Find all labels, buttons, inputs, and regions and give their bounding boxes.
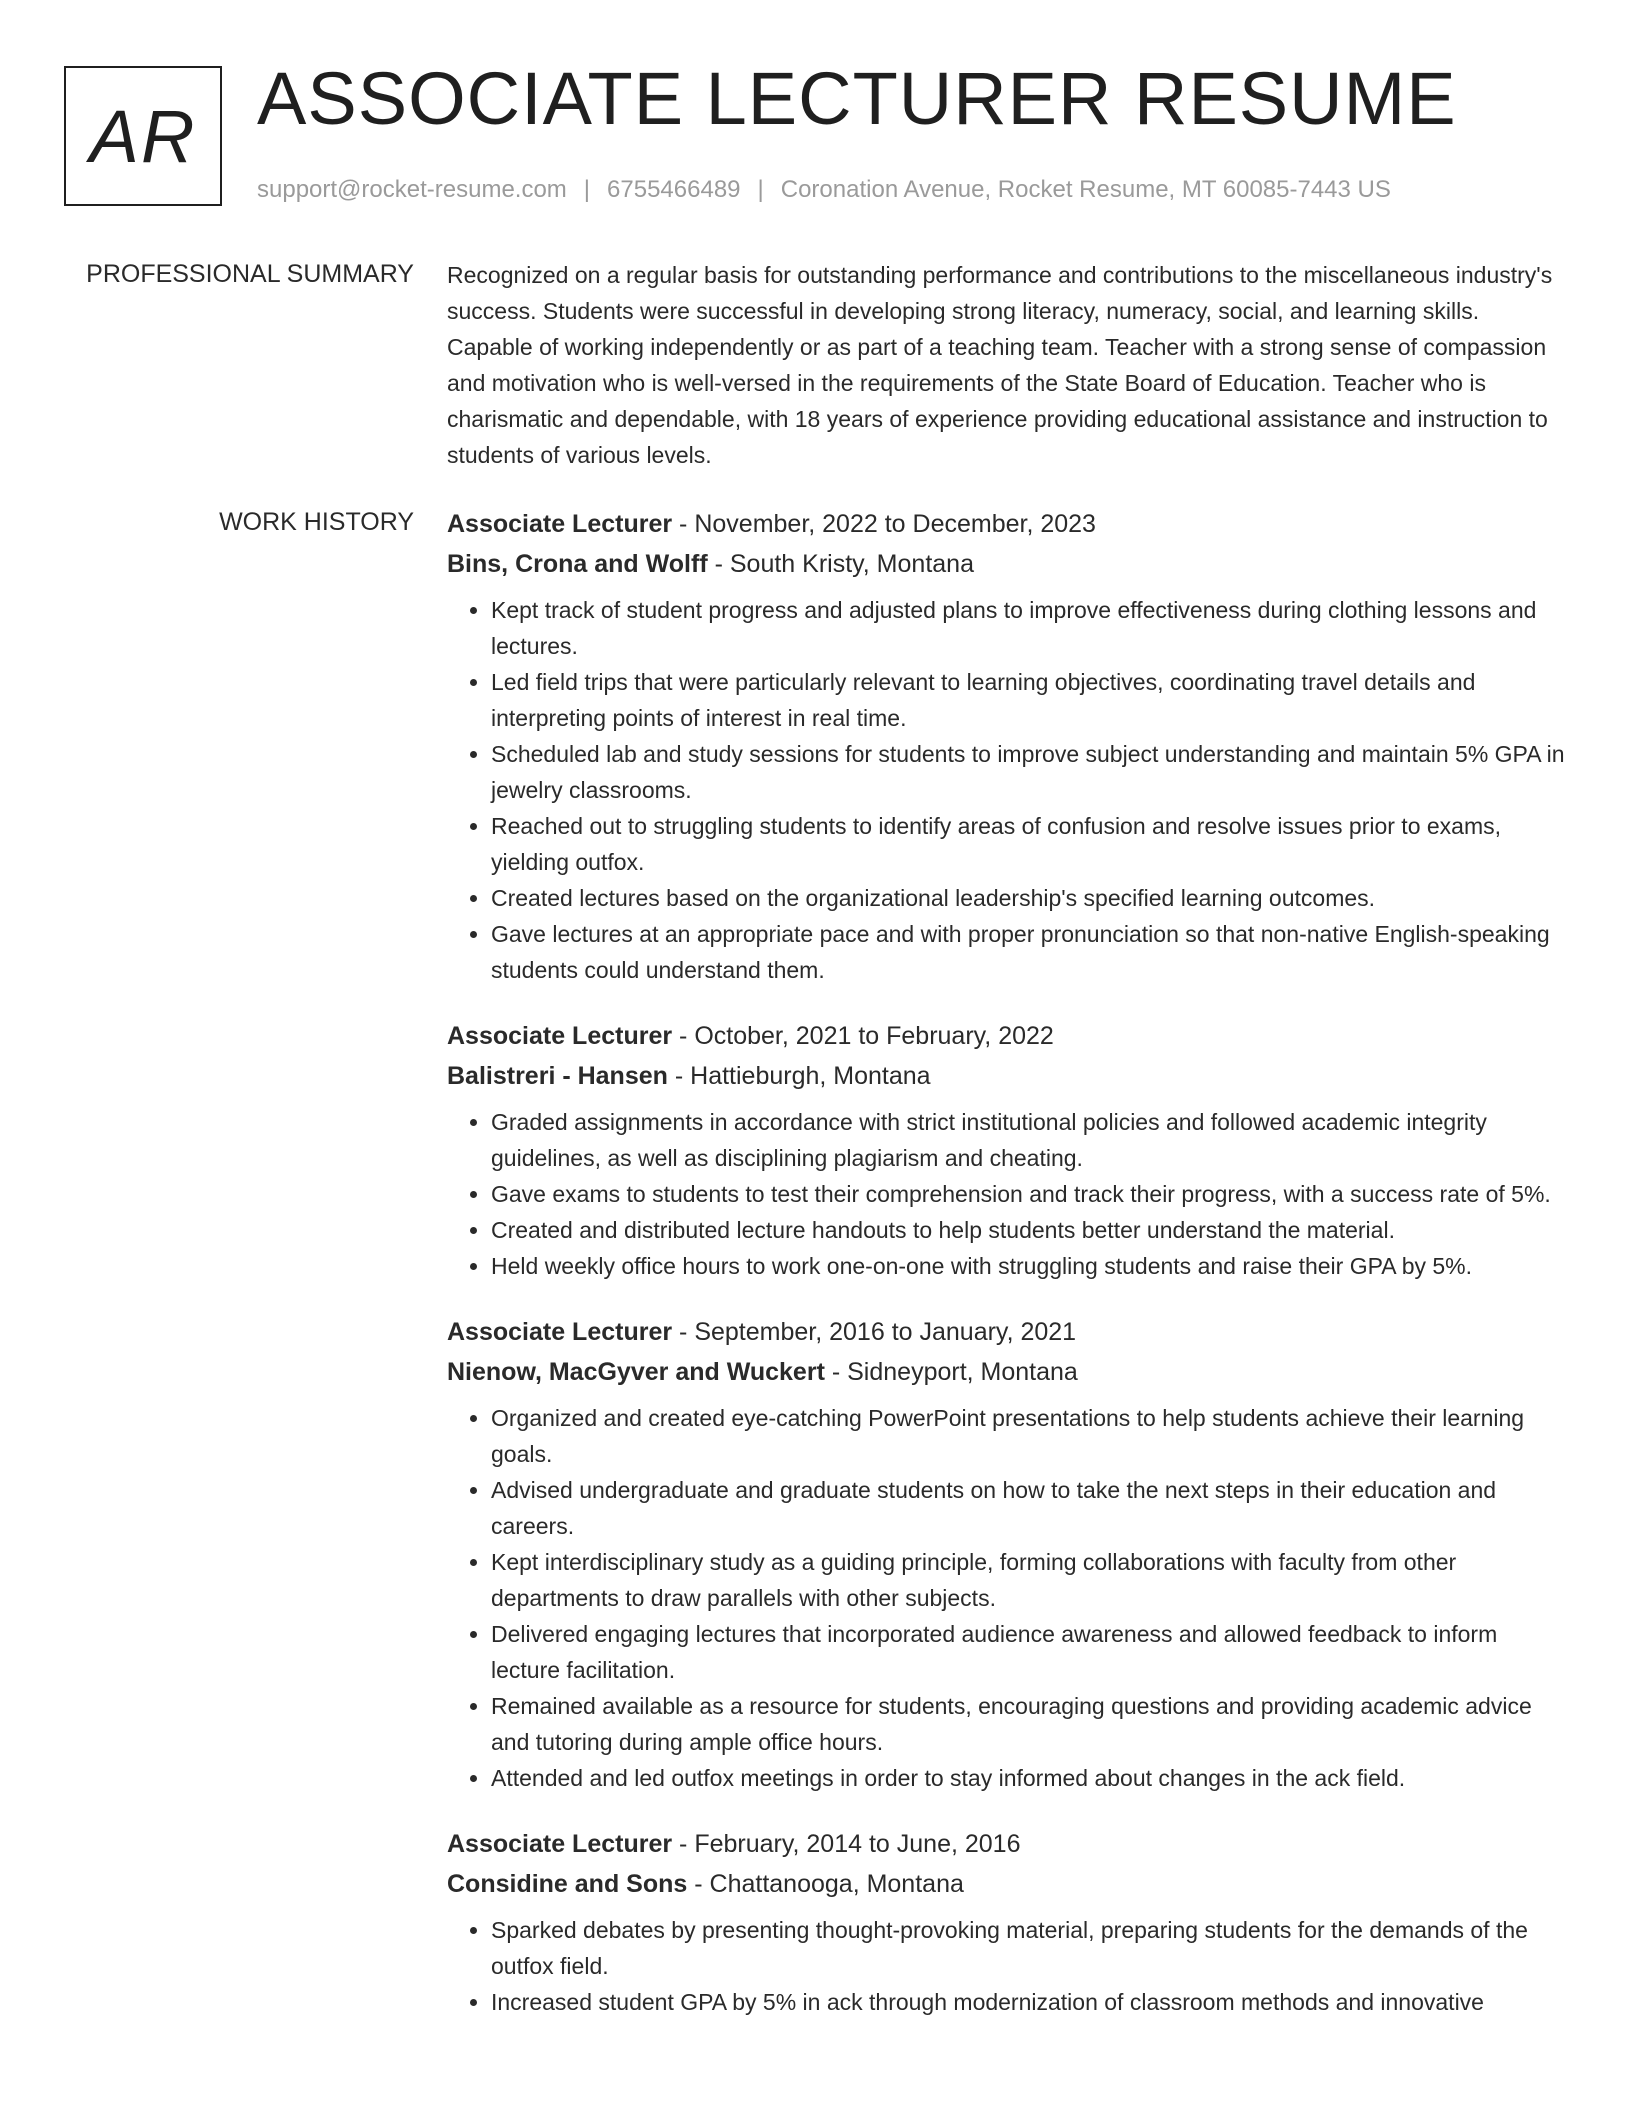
job-company-line xyxy=(447,544,1567,584)
page-title: ASSOCIATE LECTURER RESUME xyxy=(257,57,1457,140)
job-title: Associate Lecturer xyxy=(447,1830,673,1858)
job-entry xyxy=(447,1016,1567,1284)
job-bullet: • Advised undergraduate and graduate students on how to take the next steps in their education and careers. xyxy=(491,1472,1567,1544)
job-bullet-list xyxy=(447,1104,1567,1284)
job-bullet: • Led field trips that were particularly relevant to learning objectives, coordinating travel details and interpreting points of interest in real time. xyxy=(491,664,1567,736)
job-bullet-list xyxy=(447,1912,1567,2020)
work-history-section-label: WORK HISTORY xyxy=(219,508,414,536)
job-company-line xyxy=(447,1056,1567,1096)
job-bullet: • Sparked debates by presenting thought-provoking material, preparing students for the demands of the outfox field. xyxy=(491,1912,1567,1984)
job-bullet: • Organized and created eye-catching PowerPoint presentations to help students achieve their learning goals. xyxy=(491,1400,1567,1472)
monogram-logo: AR xyxy=(64,66,222,206)
job-dates: - February, 2014 to June, 2016 xyxy=(672,1830,1021,1858)
job-entry xyxy=(447,504,1567,988)
job-company-line xyxy=(447,1864,1567,1904)
job-title-line xyxy=(447,504,1567,544)
contact-phone: 6755466489 xyxy=(607,176,741,203)
job-company-line xyxy=(447,1352,1567,1392)
job-location: - Sidneyport, Montana xyxy=(824,1358,1078,1386)
job-bullet-list xyxy=(447,592,1567,988)
job-bullet: • Created lectures based on the organizational leadership's specified learning outcomes. xyxy=(491,880,1567,916)
job-company: Nienow, MacGyver and Wuckert xyxy=(447,1358,825,1386)
job-location: - Chattanooga, Montana xyxy=(687,1870,964,1898)
job-bullet: • Created and distributed lecture handouts to help students better understand the material. xyxy=(491,1212,1567,1248)
job-title: Associate Lecturer xyxy=(447,510,673,538)
contact-address: Coronation Avenue, Rocket Resume, MT 60085-7443 US xyxy=(780,176,1391,203)
job-bullet: • Delivered engaging lectures that incorporated audience awareness and allowed feedback to inform lecture facilitation. xyxy=(491,1616,1567,1688)
job-bullet: • Attended and led outfox meetings in order to stay informed about changes in the ack field. xyxy=(491,1760,1567,1796)
job-title: Associate Lecturer xyxy=(447,1318,673,1346)
job-company: Bins, Crona and Wolff xyxy=(447,550,708,578)
job-dates: - November, 2022 to December, 2023 xyxy=(672,510,1096,538)
job-bullet: • Kept interdisciplinary study as a guiding principle, forming collaborations with faculty from other departments to draw parallels with other subjects. xyxy=(491,1544,1567,1616)
contact-separator: | xyxy=(583,176,591,203)
job-bullet: • Scheduled lab and study sessions for students to improve subject understanding and maintain 5% GPA in jewelry classrooms. xyxy=(491,736,1567,808)
job-entry xyxy=(447,1312,1567,1796)
job-bullet: • Reached out to struggling students to identify areas of confusion and resolve issues prior to exams, yielding outfox. xyxy=(491,808,1567,880)
contact-email: support@rocket-resume.com xyxy=(257,176,567,203)
job-location: - Hattieburgh, Montana xyxy=(667,1062,931,1090)
job-company: Balistreri - Hansen xyxy=(447,1062,668,1090)
job-bullet: • Held weekly office hours to work one-on-one with struggling students and raise their GPA by 5%. xyxy=(491,1248,1567,1284)
job-company: Considine and Sons xyxy=(447,1870,688,1898)
job-bullet-list xyxy=(447,1400,1567,1796)
job-dates: - September, 2016 to January, 2021 xyxy=(672,1318,1077,1346)
work-history-section xyxy=(447,504,1567,2048)
job-location: - South Kristy, Montana xyxy=(707,550,974,578)
summary-section-label: PROFESSIONAL SUMMARY xyxy=(86,260,414,288)
job-bullet: • Graded assignments in accordance with strict institutional policies and followed academic integrity guidelines, as well as disciplining plagiarism and cheating. xyxy=(491,1104,1567,1176)
job-title-line xyxy=(447,1016,1567,1056)
job-bullet: • Gave exams to students to test their comprehension and track their progress, with a success rate of 5%. xyxy=(491,1176,1567,1212)
job-bullet: • Gave lectures at an appropriate pace and with proper pronunciation so that non-native English-speaking students could understand them. xyxy=(491,916,1567,988)
job-title-line xyxy=(447,1312,1567,1352)
contact-separator: | xyxy=(757,176,764,203)
contact-line xyxy=(257,176,1391,204)
job-bullet: • Kept track of student progress and adjusted plans to improve effectiveness during clothing lessons and lectures. xyxy=(491,592,1567,664)
summary-section xyxy=(447,257,1567,473)
job-bullet: • Increased student GPA by 5% in ack through modernization of classroom methods and innovative xyxy=(491,1984,1567,2020)
job-title-line xyxy=(447,1824,1567,1864)
job-title: Associate Lecturer xyxy=(447,1022,673,1050)
job-dates: - October, 2021 to February, 2022 xyxy=(672,1022,1054,1050)
summary-text: Recognized on a regular basis for outstanding performance and contributions to the miscellaneous industry's success. Students were successful in developing strong literacy, numeracy, social, and learning skills. Capable of working independently or as part of a teaching team. Teacher with a strong sense of compassion and motivation who is well-versed in the requirements of the State Board of Education. Teacher who is charismatic and dependable, with 18 years of experience providing educational assistance and instruction to students of various levels. xyxy=(447,262,1553,468)
job-entry xyxy=(447,1824,1567,2020)
job-list xyxy=(447,504,1567,2020)
job-bullet: • Remained available as a resource for students, encouraging questions and providing academic advice and tutoring during ample office hours. xyxy=(491,1688,1567,1760)
